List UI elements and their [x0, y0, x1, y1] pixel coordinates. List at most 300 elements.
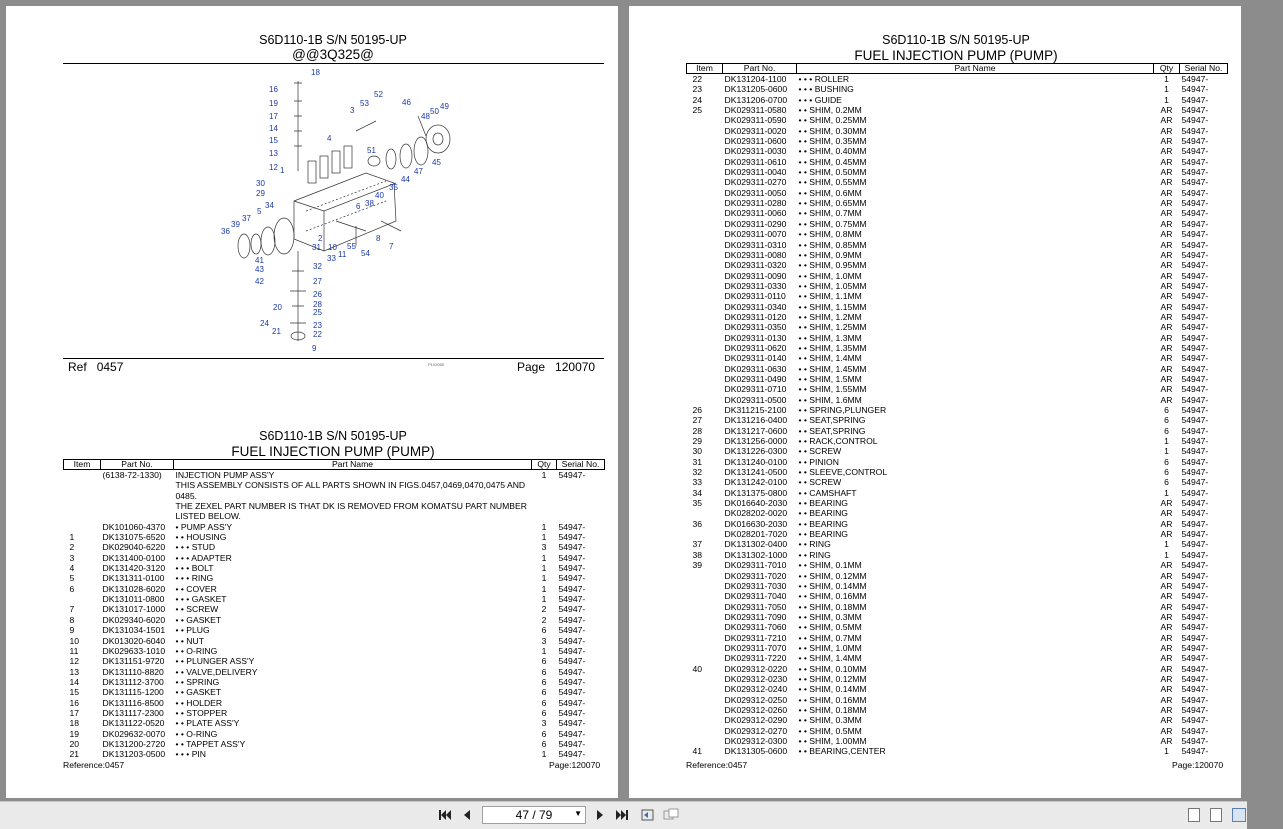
part-no-cell: DK029312-0300 [724, 736, 788, 746]
item-cell [687, 612, 723, 622]
part-no-cell: DK131375-0800 [724, 487, 788, 498]
item-cell: 16 [69, 697, 80, 708]
part-name-cell: • • SEAT,SPRING [798, 425, 866, 436]
callout-label: 32 [313, 262, 322, 271]
table-row [687, 695, 1228, 705]
table-row [687, 95, 1228, 105]
footer-reference: Reference:0457 [686, 760, 748, 770]
qty-cell: 6 [541, 728, 547, 739]
item-cell: 7 [69, 604, 75, 615]
table-row [64, 573, 605, 583]
item-cell [64, 522, 101, 532]
serial-cell: 54947- [1181, 229, 1209, 240]
footer-page: Page:120070 [549, 760, 601, 770]
part-name-cell: • • SHIM, 0.5MM [798, 622, 862, 633]
qty-cell: 6 [541, 656, 547, 667]
callout-label: 40 [375, 191, 384, 200]
callout-label: 42 [255, 277, 264, 286]
item-cell [687, 208, 723, 218]
item-cell: 21 [69, 749, 80, 760]
table-row [687, 198, 1228, 208]
qty-cell: AR [1160, 105, 1173, 116]
table-row [687, 364, 1228, 374]
part-no-cell: DK029632-0070 [102, 728, 166, 739]
part-no-cell: DK029311-0310 [724, 239, 787, 250]
qty-cell: 2 [541, 614, 547, 625]
part-name-cell: • • SHIM, 0.6MM [798, 187, 862, 198]
next-page-icon[interactable] [591, 806, 609, 824]
serial-cell: 54947- [1181, 498, 1209, 509]
table-row [687, 581, 1228, 591]
part-name-cell: • • SHIM, 0.35MM [798, 136, 867, 147]
part-no-cell: DK029311-0350 [724, 322, 787, 333]
serial-cell: 54947- [1181, 198, 1209, 209]
fit-width-icon[interactable] [662, 806, 680, 824]
item-cell: 18 [69, 718, 80, 729]
item-cell: 31 [692, 456, 703, 467]
part-name-cell: • • PINION [798, 456, 839, 467]
table-row [687, 550, 1228, 560]
item-cell: 39 [692, 560, 703, 571]
item-cell [687, 633, 723, 643]
serial-cell: 54947- [558, 604, 586, 615]
parts-table-left [63, 459, 605, 760]
serial-cell: 54947- [1181, 632, 1209, 643]
part-name-cell: • • SEAT,SPRING [798, 415, 866, 426]
item-cell [687, 571, 723, 581]
part-name-cell: • • SHIM, 0.3MM [798, 611, 862, 622]
qty-cell: AR [1160, 177, 1173, 188]
part-name-cell: • PUMP ASS'Y [175, 521, 233, 532]
serial-cell: 54947- [1181, 477, 1209, 488]
qty-cell: 1 [541, 573, 547, 584]
qty-cell: AR [1160, 270, 1173, 281]
qty-cell: AR [1160, 156, 1173, 167]
table-row [687, 684, 1228, 694]
part-no-cell: DK029311-7090 [724, 611, 787, 622]
serial-cell: 54947- [1181, 373, 1209, 384]
continuous-view-icon[interactable] [1210, 808, 1222, 822]
qty-cell: 6 [541, 687, 547, 698]
item-cell [687, 136, 723, 146]
table-row [687, 219, 1228, 229]
table-row [64, 718, 605, 728]
qty-cell: AR [1160, 125, 1173, 136]
qty-cell: 2 [541, 604, 547, 615]
qty-cell: AR [1160, 622, 1173, 633]
qty-cell: AR [1160, 529, 1173, 540]
qty-cell: AR [1160, 632, 1173, 643]
serial-cell: 54947- [1181, 239, 1209, 250]
table-row [64, 729, 605, 739]
qty-cell: AR [1160, 498, 1173, 509]
serial-cell: 54947- [1181, 311, 1209, 322]
serial-cell: 54947- [1181, 156, 1209, 167]
callout-label: 45 [432, 158, 441, 167]
table-row [64, 677, 605, 687]
part-name-cell: • • PLUNGER ASS'Y [175, 656, 255, 667]
table-row [64, 646, 605, 656]
part-no-cell: DK131256-0000 [724, 436, 788, 447]
note-text: THIS ASSEMBLY CONSISTS OF ALL PARTS SHOWN IN FIGS.0457,0469,0470,0475 AND 0485. [175, 480, 526, 501]
qty-cell: 1 [1164, 549, 1169, 560]
part-name-cell: • • RING [798, 549, 831, 560]
item-cell: 34 [692, 487, 703, 498]
note-text: THE ZEXEL PART NUMBER IS THAT DK IS REMOVED FROM KOMATSU PART NUMBER LISTED BELOW. [175, 501, 527, 522]
qty-cell: AR [1160, 601, 1173, 612]
item-cell: 30 [692, 446, 703, 457]
table-row [64, 687, 605, 697]
part-no-cell: DK131226-0300 [724, 446, 788, 457]
qty-cell: 1 [1164, 746, 1169, 757]
page-block [517, 360, 595, 374]
callout-label: 23 [313, 321, 322, 330]
left-page [6, 6, 618, 798]
item-cell [687, 643, 723, 653]
callout-label: 33 [327, 254, 336, 263]
part-name-cell: • • SHIM, 0.40MM [798, 146, 867, 157]
table-row [687, 498, 1228, 508]
page-number-select[interactable] [482, 806, 586, 824]
part-name-cell: • • RING [798, 539, 831, 550]
part-no-cell: DK131028-6020 [102, 583, 166, 594]
part-no-cell: DK029311-7210 [724, 632, 787, 643]
callout-label: 13 [269, 149, 278, 158]
table-row [64, 698, 605, 708]
item-cell [687, 219, 723, 229]
part-name-cell: • • • ADAPTER [175, 552, 232, 563]
part-name-cell: • • SPRING [175, 676, 220, 687]
serial-cell: 54947- [1181, 280, 1209, 291]
callout-label: 19 [269, 99, 278, 108]
table-row [687, 74, 1228, 85]
serial-cell: 54947- [1181, 187, 1209, 198]
serial-cell: 54947- [1181, 270, 1209, 281]
table-row [687, 426, 1228, 436]
table-row [687, 529, 1228, 539]
part-no-cell: DK131151-9720 [102, 656, 165, 667]
two-page-view-icon[interactable] [1232, 808, 1246, 822]
callout-label: 16 [269, 85, 278, 94]
table-row [687, 591, 1228, 601]
part-name-cell: • • SHIM, 0.14MM [798, 580, 867, 591]
item-cell: 23 [692, 84, 703, 95]
part-name-cell: • • SHIM, 0.25MM [798, 115, 867, 126]
table-row [687, 664, 1228, 674]
callout-label: 3 [350, 106, 355, 115]
serial-cell: 54947- [1181, 446, 1209, 457]
part-no-cell: DK311215-2100 [724, 405, 787, 415]
item-cell: 17 [69, 707, 80, 718]
qty-cell: 6 [1164, 425, 1169, 436]
part-name-cell: • • VALVE,DELIVERY [175, 666, 258, 677]
item-cell: 35 [692, 498, 703, 509]
part-no-cell: DK131117-2300 [102, 707, 164, 718]
part-name-cell: • • BEARING [798, 498, 848, 509]
prev-page-icon[interactable] [458, 806, 476, 824]
item-cell: 25 [692, 105, 703, 116]
qty-cell: 6 [1164, 415, 1169, 426]
qty-cell: AR [1160, 560, 1173, 571]
qty-cell: AR [1160, 642, 1173, 653]
item-cell [687, 126, 723, 136]
serial-cell: 54947- [1181, 487, 1209, 498]
page-value: 120070 [555, 360, 596, 374]
table-row [687, 136, 1228, 146]
part-no-cell: DK131302-1000 [724, 549, 788, 560]
serial-cell: 54947- [1181, 684, 1209, 695]
serial-cell: 54947- [558, 707, 586, 718]
table-row [687, 477, 1228, 487]
qty-cell: AR [1160, 673, 1173, 684]
part-name-cell: • • PLUG [175, 625, 210, 636]
qty-cell: 3 [541, 718, 547, 729]
part-no-cell: DK029311-7070 [724, 642, 787, 653]
callout-label: 22 [313, 330, 322, 339]
qty-cell: AR [1160, 301, 1173, 312]
part-name-cell: • • SHIM, 0.12MM [798, 570, 867, 581]
part-name-cell: • • • BOLT [175, 563, 214, 574]
table-row [687, 384, 1228, 394]
table-row [687, 322, 1228, 332]
item-cell: 33 [692, 477, 703, 488]
callout-label: 53 [360, 99, 369, 108]
single-page-view-icon[interactable] [1188, 808, 1200, 822]
serial-cell: 54947- [1181, 405, 1209, 415]
part-no-cell: DK131112-3700 [102, 676, 164, 687]
qty-cell: AR [1160, 167, 1173, 178]
qty-cell: 6 [1164, 477, 1169, 488]
qty-cell: 6 [1164, 467, 1169, 478]
callout-label: 28 [313, 300, 322, 309]
callout-label: 30 [256, 179, 265, 188]
qty-cell: 1 [541, 749, 547, 760]
fit-page-icon[interactable] [639, 806, 657, 824]
part-name-cell: • • • BUSHING [798, 84, 854, 95]
serial-cell: 54947- [1181, 218, 1209, 229]
qty-cell: AR [1160, 229, 1173, 240]
part-name-cell: • • SCREW [175, 604, 219, 615]
table-row [64, 553, 605, 563]
item-cell: 2 [69, 542, 75, 553]
serial-cell: 54947- [558, 635, 586, 646]
serial-cell: 54947- [1181, 611, 1209, 622]
part-name-cell: • • SHIM, 0.75MM [798, 218, 867, 229]
last-page-icon[interactable] [613, 806, 631, 824]
table-row [64, 542, 605, 552]
qty-cell: AR [1160, 725, 1173, 736]
part-name-cell: • • NUT [175, 635, 204, 646]
qty-cell: 1 [1164, 436, 1169, 447]
table-row [687, 105, 1228, 115]
col-qty: Qty [1154, 64, 1180, 74]
part-name-cell: • • SCREW [798, 477, 842, 488]
callout-label: 15 [269, 136, 278, 145]
callout-label: 26 [313, 290, 322, 299]
qty-cell: AR [1160, 198, 1173, 209]
item-cell: 37 [692, 539, 703, 550]
table-row [687, 612, 1228, 622]
item-cell: 12 [69, 656, 80, 667]
table-row [687, 250, 1228, 260]
callout-label: 35 [389, 183, 398, 192]
qty-cell: 6 [541, 625, 547, 636]
serial-cell: 54947- [558, 532, 586, 543]
col-item: Item [64, 460, 101, 470]
item-cell: 29 [692, 436, 703, 447]
item-cell: 32 [692, 467, 703, 478]
serial-cell: 54947- [558, 573, 586, 584]
serial-cell: 54947- [558, 594, 586, 605]
item-cell [687, 508, 723, 518]
part-no-cell: DK029633-1010 [102, 645, 166, 656]
table-row [687, 84, 1228, 94]
callout-label: 49 [440, 102, 449, 111]
qty-cell: 1 [1164, 487, 1169, 498]
part-no-cell: DK029311-0270 [724, 177, 787, 188]
table-row [687, 705, 1228, 715]
item-cell [687, 384, 723, 394]
part-no-cell: DK029312-0260 [724, 704, 788, 715]
item-cell [687, 198, 723, 208]
callout-label: 4 [327, 134, 332, 143]
item-cell [687, 602, 723, 612]
table-row [64, 667, 605, 677]
part-no-cell: DK131075-6520 [102, 532, 166, 543]
qty-cell: AR [1160, 218, 1173, 229]
callout-label: 11 [338, 250, 347, 259]
serial-cell: 54947- [558, 614, 586, 625]
table-row [64, 604, 605, 614]
qty-cell: AR [1160, 187, 1173, 198]
page-label: Page [517, 360, 546, 374]
part-name-cell: • • SHIM, 0.55MM [798, 177, 867, 188]
col-qty: Qty [532, 460, 557, 470]
serial-cell: 54947- [558, 552, 586, 563]
part-no-cell: DK131116-8500 [102, 697, 164, 708]
serial-cell: 54947- [1181, 518, 1209, 529]
part-name-cell: • • SHIM, 0.18MM [798, 601, 867, 612]
part-no-cell: DK029311-0330 [724, 280, 787, 291]
part-no-cell: DK029340-6020 [102, 614, 166, 625]
part-name-cell: • • BEARING [798, 518, 848, 529]
serial-cell: 54947- [1181, 436, 1209, 447]
intro-part-name: INJECTION PUMP ASS'Y [175, 470, 275, 480]
table-row [687, 229, 1228, 239]
part-no-cell: DK029311-0070 [724, 229, 787, 240]
table-row [64, 656, 605, 666]
serial-cell: 54947- [1181, 301, 1209, 312]
table-row [687, 291, 1228, 301]
item-cell: 38 [692, 549, 703, 560]
item-cell [687, 581, 723, 591]
table-row [687, 726, 1228, 736]
serial-cell: 54947- [1181, 508, 1209, 519]
part-name-cell: • • SHIM, 1.25MM [798, 322, 867, 333]
callout-label: 34 [265, 201, 274, 210]
item-cell [687, 333, 723, 343]
col-part-name: Part Name [174, 460, 532, 470]
note-row [64, 501, 605, 522]
callout-label: 12 [269, 163, 278, 172]
part-name-cell: • • • GUIDE [798, 94, 842, 105]
footer-page: Page:120070 [1172, 760, 1224, 770]
item-cell [687, 302, 723, 312]
item-cell: 20 [69, 738, 80, 749]
serial-cell: 54947- [1181, 456, 1209, 467]
serial-cell: 54947- [1181, 529, 1209, 540]
serial-cell: 54947- [558, 676, 586, 687]
table-row [64, 749, 605, 759]
item-cell: 10 [69, 635, 80, 646]
qty-cell: AR [1160, 353, 1173, 364]
part-no-cell: DK131311-0100 [102, 573, 165, 584]
table-row [687, 281, 1228, 291]
serial-cell: 54947- [558, 697, 586, 708]
qty-cell: AR [1160, 384, 1173, 395]
serial-cell: 54947- [1181, 125, 1209, 136]
part-name-cell: • • SHIM, 0.14MM [798, 684, 867, 695]
part-no-cell: DK029311-0130 [724, 332, 787, 343]
part-name-cell: • • SHIM, 0.50MM [798, 167, 867, 178]
qty-cell: AR [1160, 611, 1173, 622]
part-no-cell: DK131017-1000 [102, 604, 166, 615]
item-cell: 36 [692, 518, 703, 529]
col-part-no: Part No. [723, 64, 797, 74]
part-no-cell: DK131204-1100 [724, 74, 787, 84]
part-no-cell: DK029312-0230 [724, 673, 788, 684]
part-name-cell: • • SHIM, 1.3MM [798, 332, 862, 343]
callout-label: 17 [269, 112, 278, 121]
table-row [687, 157, 1228, 167]
table-row [64, 470, 605, 481]
qty-cell: 1 [541, 594, 547, 605]
table-row [687, 560, 1228, 570]
item-cell: 24 [692, 94, 703, 105]
serial-cell: 54947- [1181, 746, 1209, 757]
serial-cell: 54947- [1181, 74, 1209, 84]
first-page-icon[interactable] [436, 806, 454, 824]
item-cell: 3 [69, 552, 75, 563]
serial-cell: 54947- [1181, 570, 1209, 581]
viewer-toolbar [0, 801, 1247, 829]
list-subtitle: FUEL INJECTION PUMP (PUMP) [231, 444, 435, 459]
part-name-cell: • • SHIM, 0.5MM [798, 725, 862, 736]
serial-cell: 54947- [1181, 653, 1209, 664]
col-part-no: Part No. [101, 460, 174, 470]
col-serial: Serial No. [1180, 64, 1228, 74]
part-name-cell: • • SHIM, 0.18MM [798, 704, 867, 715]
item-cell: 6 [69, 583, 75, 594]
part-no-cell: DK029311-0630 [724, 363, 787, 374]
diagram-code: P102055 [428, 362, 445, 367]
item-cell [687, 622, 723, 632]
table-row [687, 539, 1228, 549]
serial-cell: 54947- [1181, 94, 1209, 105]
serial-cell: 54947- [1181, 167, 1209, 178]
callout-label: 47 [414, 167, 423, 176]
serial-cell: 54947- [1181, 384, 1209, 395]
callout-label: 20 [273, 303, 282, 312]
qty-cell: 1 [541, 645, 547, 656]
part-name-cell: • • SHIM, 0.16MM [798, 694, 867, 705]
serial-cell: 54947- [1181, 322, 1209, 333]
callout-label: 43 [255, 265, 264, 274]
table-row [687, 260, 1228, 270]
table-row [687, 643, 1228, 653]
serial-cell: 54947- [1181, 663, 1209, 674]
table-row [64, 522, 605, 532]
